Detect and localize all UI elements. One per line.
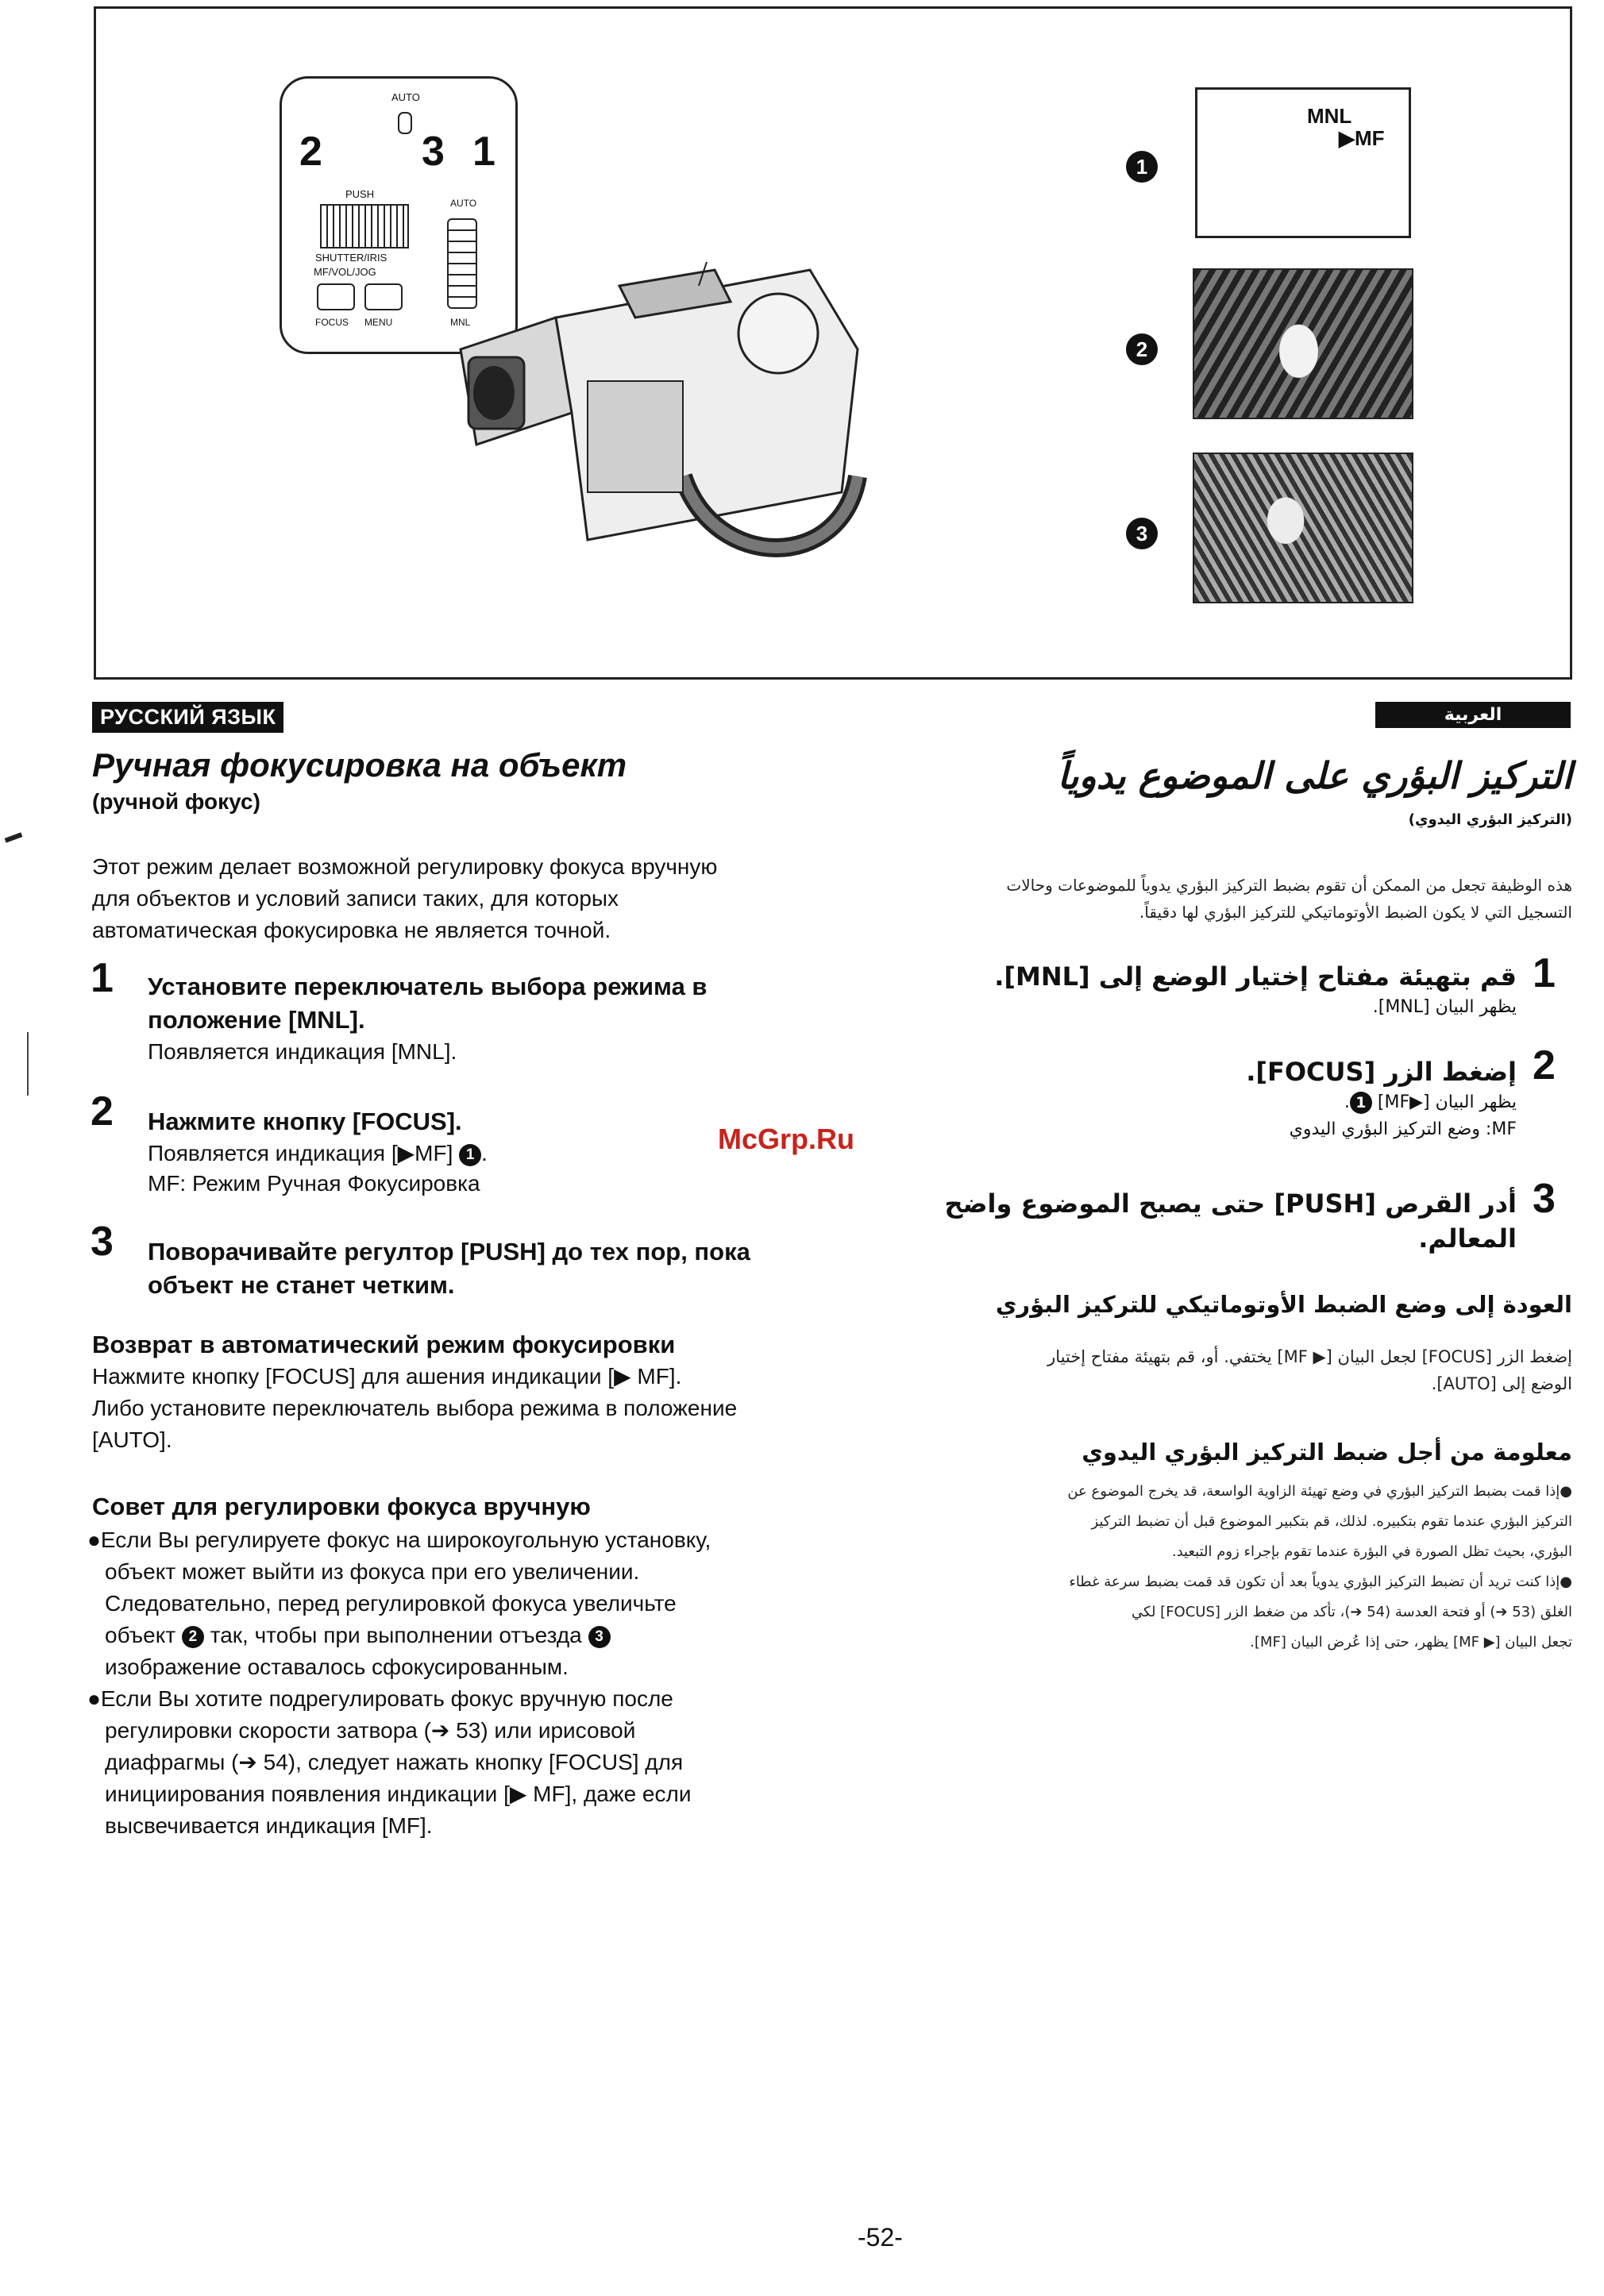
dial-label-shutter-iris: SHUTTER/IRIS	[315, 252, 388, 264]
step-main-line: Нажмите кнопку [FOCUS].	[148, 1108, 462, 1135]
arabic-step-1-number: 1	[1533, 950, 1556, 996]
dial-label-auto-side: AUTO	[450, 198, 477, 209]
dial-label-mnl: MNL	[450, 317, 471, 328]
lcd-text-mnl: MNL	[1307, 104, 1352, 128]
arabic-step-2-number: 2	[1533, 1042, 1556, 1088]
callout-3: 3	[422, 129, 445, 175]
arabic-step-2	[873, 1054, 1517, 1143]
arabic-return-text	[873, 1343, 1572, 1397]
lcd-display	[1195, 87, 1411, 238]
tip-line: объект может выйти из фокуса при его увеличении.	[105, 1559, 640, 1584]
margin-mark	[5, 832, 23, 842]
dial-label-focus: FOCUS	[315, 317, 349, 328]
panel-marker-3: 3	[1126, 518, 1158, 549]
step-main-line: المعالم.	[1418, 1223, 1517, 1254]
step-sub-text: يظهر البيان [▶MF]	[1377, 1092, 1517, 1112]
dial-label-mf-vol-jog: MF/VOL/JOG	[314, 266, 376, 278]
focus-button	[317, 283, 355, 310]
tip-line: تجعل البيان [▶ MF] يظهر، حتى إذا عُرض البيان [MF].	[1250, 1634, 1572, 1651]
tip-line: ●Если Вы регулируете фокус на широкоугольную установку,	[87, 1527, 711, 1552]
menu-button	[364, 283, 403, 310]
arabic-intro	[873, 872, 1572, 926]
step-main-line: إضغط الزر [FOCUS].	[1246, 1057, 1517, 1087]
dial-label-menu: MENU	[364, 317, 393, 328]
step-main-line: объект не станет четким.	[148, 1271, 455, 1299]
russian-step-3	[148, 1235, 878, 1302]
tip-line: ●إذا كنت تريد أن تضبط التركيز البؤري يدوياً بعد أن تكون قد قمت بضبط سرعة غطاء	[1069, 1574, 1572, 1590]
russian-return-heading: Возврат в автоматический режим фокусировки	[92, 1331, 676, 1358]
step-main-line: أدر القرص [PUSH] حتى يصبح الموضوع واضح	[944, 1188, 1517, 1219]
return-line: الوضع إلى [AUTO].	[1431, 1374, 1572, 1393]
arabic-language-tab: العربية	[1375, 702, 1571, 728]
marker-3: 3	[588, 1626, 611, 1648]
tip-line: высвечивается индикация [MF].	[105, 1813, 433, 1838]
tip-line: البؤري، بحيث تظل الصورة في البؤرة عندما تقوم بإجراء زوم التبعيد.	[1171, 1543, 1572, 1560]
russian-step-3-number: 3	[91, 1219, 114, 1265]
step-sub-line: Появляется индикация [▶MF] 1 .	[148, 1141, 488, 1165]
russian-step-1	[148, 970, 862, 1067]
step-sub-line: MF: Режим Ручная Фокусировка	[148, 1171, 480, 1196]
callout-2: 2	[299, 129, 322, 175]
intro-line: для объектов и условий записи таких, для которых	[92, 886, 619, 911]
camcorder-illustration	[445, 238, 889, 619]
callout-1: 1	[472, 129, 495, 175]
watermark: McGrp.Ru	[718, 1123, 855, 1155]
dial-label-push: PUSH	[345, 188, 375, 200]
step-sub-line: يظهر البيان [▶MF] 1.	[1344, 1092, 1517, 1112]
step-main-line: Установите переключатель выбора режима в	[148, 973, 708, 1000]
tip-line: التركيز البؤري عندما تقوم بتكبيره. لذلك، قم بتكبير الموضوع قبل أن تضبط التركيز	[1091, 1513, 1572, 1530]
step-sub-line: MF: وضع التركيز البؤري اليدوي	[1289, 1119, 1517, 1139]
arabic-tip-list	[873, 1477, 1572, 1658]
tip-line: диафрагмы (➔ 54), следует нажать кнопку [FOCUS] для	[105, 1750, 684, 1774]
tip-text: объект	[105, 1623, 176, 1647]
step-main-line: положение [MNL].	[148, 1006, 365, 1034]
intro-line: автоматическая фокусировка не является точной.	[92, 918, 611, 942]
marker-2: 2	[182, 1626, 204, 1648]
step-main-line: Поворачивайте регултор [PUSH] до тех пор, пока	[148, 1238, 750, 1265]
mode-switch-knob	[398, 112, 412, 134]
dial-label-auto-top: AUTO	[391, 91, 420, 103]
intro-line: Этот режим делает возможной регулировку фокуса вручную	[92, 854, 718, 879]
intro-line: التسجيل التي لا يكون الضبط الأوتوماتيكي للتركيز البؤري لها دقيقاً.	[1139, 903, 1572, 922]
return-line: Либо установите переключатель выбора режима в положение	[92, 1396, 738, 1420]
panel-marker-1: 1	[1126, 151, 1158, 183]
tip-line: ●إذا قمت بضبط التركيز البؤري في وضع تهيئة الزاوية الواسعة، قد يخرج الموضوع عن	[1067, 1483, 1572, 1500]
lcd-text-mf: ▶MF	[1339, 126, 1385, 150]
russian-tip-list	[87, 1524, 881, 1842]
photo-zoom	[1193, 453, 1413, 603]
marker-1: 1	[459, 1144, 481, 1166]
intro-line: هذه الوظيفة تجعل من الممكن أن تقوم بضبط التركيز البؤري يدوياً للموضوعات وحالات	[1006, 876, 1572, 895]
arabic-step-1	[873, 959, 1517, 1021]
tip-line: الغلق (53 ➔) أو فتحة العدسة (54 ➔)، تأكد من ضغط الزر [FOCUS] لكي	[1132, 1604, 1572, 1620]
push-dial	[320, 204, 409, 248]
tip-line: изображение оставалось сфокусированным.	[105, 1655, 569, 1679]
step-sub-text: Появляется индикация [▶MF]	[148, 1141, 453, 1165]
step-main-line: قم بتهيئة مفتاح إختيار الوضع إلى [MNL].	[994, 961, 1517, 992]
russian-tip-heading: Совет для регулировки фокуса вручную	[92, 1493, 591, 1520]
tip-line: инициирования появления индикации [▶ MF], даже если	[105, 1782, 692, 1806]
return-line: إضغط الزر [FOCUS] لجعل البيان [▶ MF] يختفي. أو، قم بتهيئة مفتاح إختيار	[1047, 1347, 1572, 1366]
step-sub-line: يظهر البيان [MNL].	[1372, 997, 1517, 1017]
photo-wide	[1193, 268, 1413, 419]
russian-return-text	[92, 1361, 870, 1456]
return-line: [AUTO].	[92, 1427, 172, 1452]
arabic-tip-heading: معلومة من أجل ضبط التركيز البؤري اليدوي	[1082, 1439, 1572, 1466]
arabic-subtitle: (التركيز البؤري اليدوي)	[1408, 811, 1572, 828]
arabic-step-3	[873, 1186, 1517, 1256]
return-line: Нажмите кнопку [FOCUS] для ашения индикации [▶ MF].	[92, 1364, 682, 1389]
tip-line	[87, 1620, 881, 1651]
russian-language-tab: РУССКИЙ ЯЗЫК	[92, 702, 283, 733]
russian-intro	[92, 851, 854, 946]
margin-line	[27, 1032, 29, 1096]
panel-marker-2: 2	[1126, 333, 1158, 365]
arabic-step-3-number: 3	[1533, 1176, 1556, 1222]
marker-1: 1	[1350, 1092, 1372, 1114]
page-number: -52-	[858, 2223, 903, 2252]
tip-line: регулировки скорости затвора (➔ 53) или ирисовой	[105, 1718, 636, 1743]
russian-subtitle: (ручной фокус)	[92, 789, 260, 814]
russian-step-2-number: 2	[91, 1088, 114, 1135]
russian-title: Ручная фокусировка на объект	[92, 746, 627, 784]
step-sub-line: Появляется индикация [MNL].	[148, 1039, 457, 1064]
tip-line: ●Если Вы хотите подрегулировать фокус вручную после	[87, 1686, 673, 1711]
arabic-return-heading: العودة إلى وضع الضبط الأوتوماتيكي للتركيز البؤري	[995, 1291, 1572, 1318]
arabic-title: التركيز البؤري على الموضوع يدوياً	[1057, 754, 1572, 797]
russian-step-1-number: 1	[91, 955, 114, 1001]
tip-text: так, чтобы при выполнении отъезда	[210, 1623, 582, 1647]
tip-line: Следовательно, перед регулировкой фокуса увеличьте	[105, 1591, 677, 1616]
